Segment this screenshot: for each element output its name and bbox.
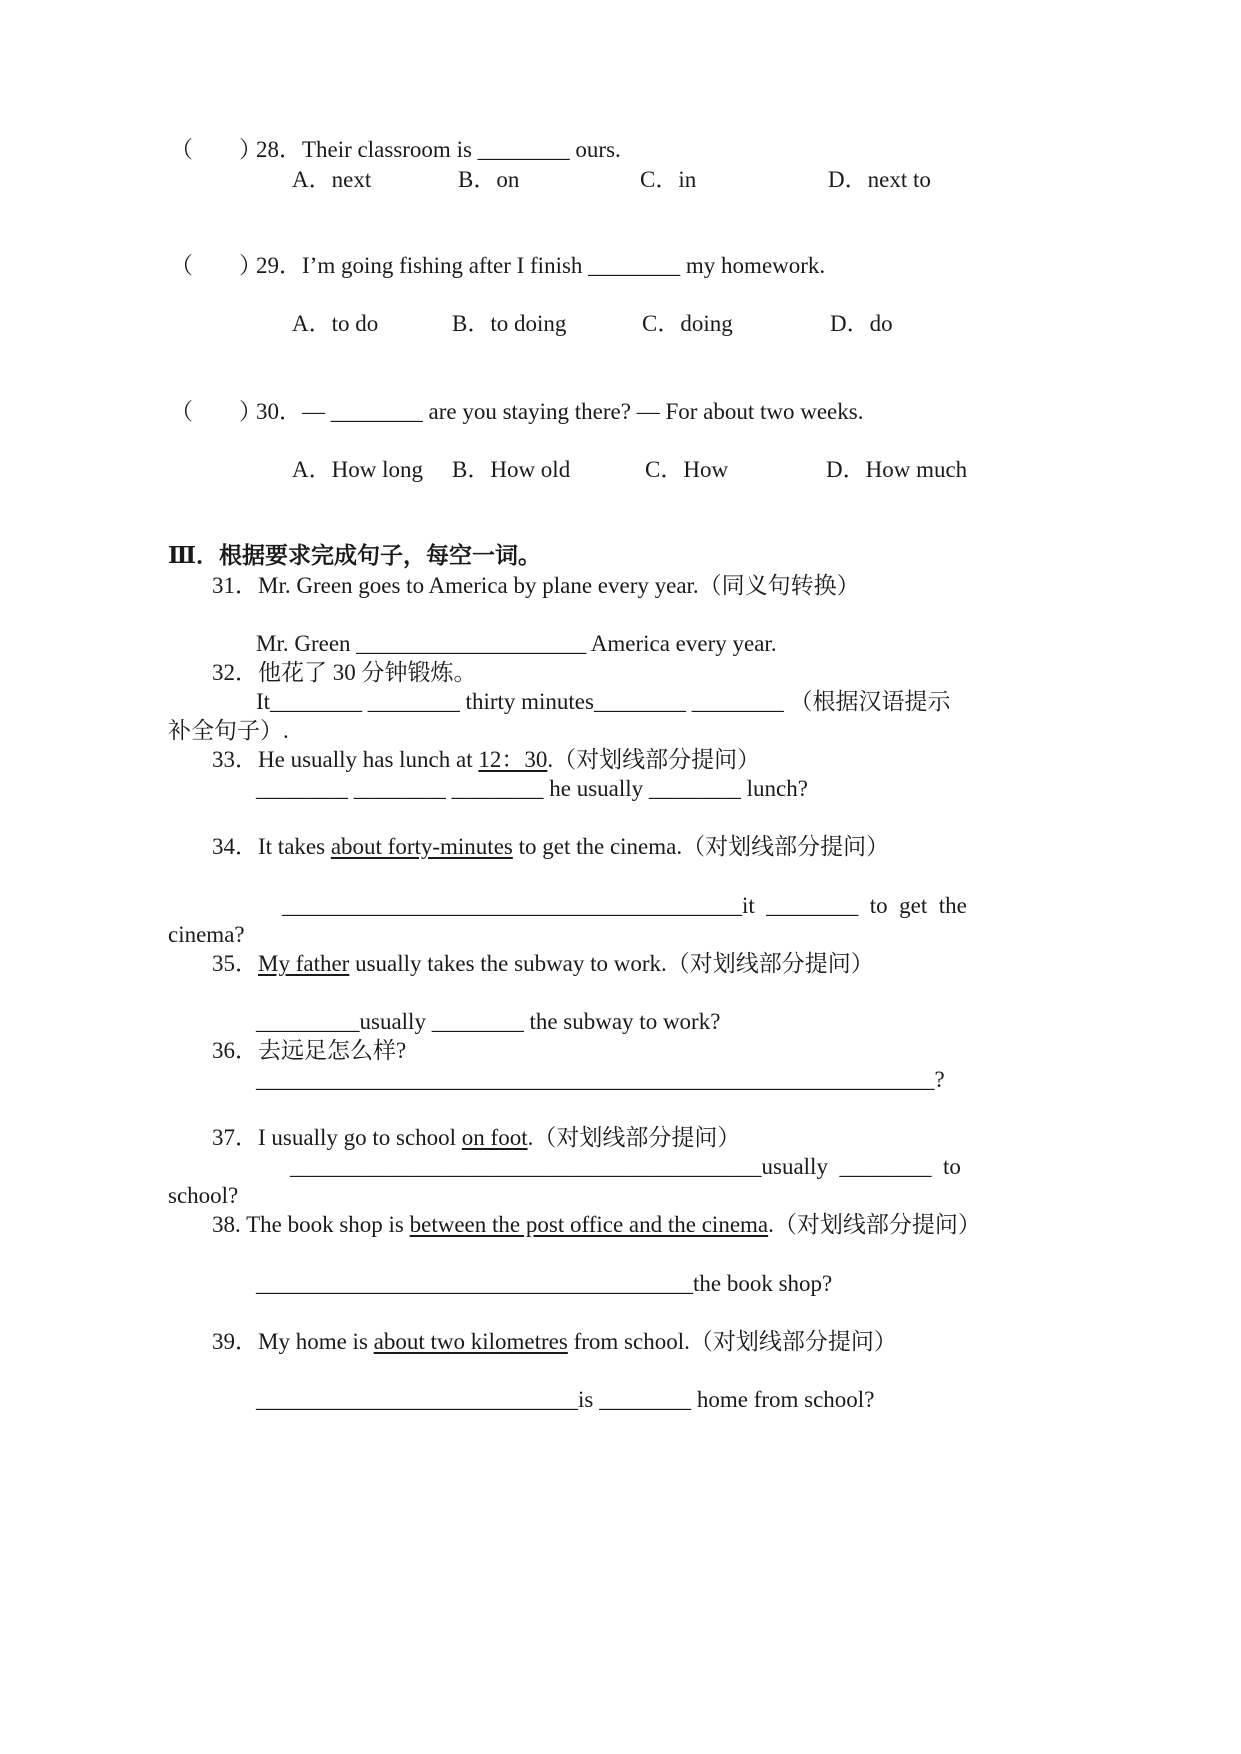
q39-line2: ____________________________is ________ home from school? bbox=[256, 1387, 875, 1412]
q28-option-c: C．in bbox=[640, 167, 697, 192]
q35-underlined: My father bbox=[258, 951, 350, 976]
q28-option-d: D．next to bbox=[828, 167, 931, 192]
q28-option-a: A．next bbox=[292, 167, 372, 192]
q39-text-post: from school.（对划线部分提问） bbox=[567, 1329, 897, 1354]
q38-text-pre: 38. The book shop is bbox=[212, 1212, 410, 1237]
section-3-title: Ⅲ．根据要求完成句子，每空一词。 bbox=[168, 543, 542, 568]
q37-underlined: on foot bbox=[461, 1125, 528, 1150]
q37-text-pre: 37．I usually go to school bbox=[212, 1125, 462, 1150]
q33-text-post: .（对划线部分提问） bbox=[547, 747, 761, 772]
q34-underlined: about forty-minutes bbox=[330, 834, 513, 859]
q29-paren: （ ） bbox=[170, 253, 262, 278]
q29-option-b: B．to doing bbox=[452, 311, 567, 336]
q30-option-b: B．How old bbox=[452, 457, 571, 482]
q35-text-post: usually takes the subway to work.（对划线部分提问） bbox=[349, 951, 874, 976]
q33-text-pre: 33．He usually has lunch at bbox=[212, 747, 479, 772]
q36-line1: 36．去远足怎么样? bbox=[212, 1038, 407, 1063]
q38-underlined: between the post office and the cinema bbox=[409, 1212, 769, 1237]
q39-line1 bbox=[212, 1328, 897, 1356]
q38-text-post: .（对划线部分提问） bbox=[768, 1212, 981, 1237]
q30-option-d: D．How much bbox=[826, 457, 968, 482]
q29-option-d: D．do bbox=[830, 311, 893, 336]
q32-line1: 32．他花了 30 分钟锻炼。 bbox=[212, 660, 477, 685]
q34-line2: ________________________________________it ________ to get the bbox=[282, 893, 967, 918]
q29-option-a: A．to do bbox=[292, 311, 379, 336]
q37-line3: school? bbox=[168, 1183, 239, 1208]
q37-text-post: .（对划线部分提问） bbox=[527, 1125, 741, 1150]
q32-line3: 补全句子）. bbox=[168, 718, 289, 743]
q39-underlined: about two kilometres bbox=[373, 1329, 568, 1354]
q34-line3: cinema? bbox=[168, 922, 245, 947]
q30-stem: 30．— ________ are you staying there? — For about two weeks. bbox=[256, 399, 864, 424]
q29-option-c: C．doing bbox=[642, 311, 733, 336]
q36-line2: ___________________________________________________________? bbox=[256, 1067, 945, 1092]
q32-line2: It________ ________ thirty minutes________ ________ （根据汉语提示 bbox=[256, 689, 951, 714]
q30-option-a: A．How long bbox=[292, 457, 423, 482]
q33-line2: ________ ________ ________ he usually ________ lunch? bbox=[256, 776, 808, 801]
q31-line2: Mr. Green ____________________ America every year. bbox=[256, 631, 777, 656]
q34-line1 bbox=[212, 833, 889, 861]
q35-line1 bbox=[212, 950, 874, 978]
q37-line2: _________________________________________usually ________ to bbox=[290, 1154, 961, 1179]
q28-paren: （ ） bbox=[170, 137, 262, 162]
q38-line1 bbox=[212, 1211, 981, 1239]
q31-line1: 31．Mr. Green goes to America by plane every year.（同义句转换） bbox=[212, 573, 860, 598]
q33-line1 bbox=[212, 746, 760, 774]
q34-text-pre: 34．It takes bbox=[212, 834, 331, 859]
q35-line2: _________usually ________ the subway to work? bbox=[256, 1009, 721, 1034]
q33-underlined: 12：30 bbox=[478, 747, 548, 772]
q39-text-pre: 39．My home is bbox=[212, 1329, 374, 1354]
q34-text-post: to get the cinema.（对划线部分提问） bbox=[512, 834, 890, 859]
q37-line1 bbox=[212, 1124, 740, 1152]
q35-num: 35． bbox=[212, 951, 258, 976]
q30-paren: （ ） bbox=[170, 399, 262, 424]
q29-stem: 29．I’m going fishing after I finish ________ my homework. bbox=[256, 253, 826, 278]
q28-option-b: B．on bbox=[458, 167, 520, 192]
q30-option-c: C．How bbox=[645, 457, 729, 482]
q38-line2: ______________________________________the book shop? bbox=[256, 1271, 833, 1296]
q28-stem: 28．Their classroom is ________ ours. bbox=[256, 137, 621, 162]
